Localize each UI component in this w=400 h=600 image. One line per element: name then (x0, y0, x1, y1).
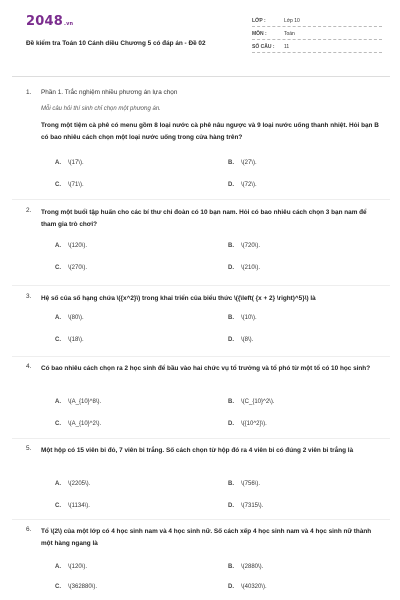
question-text: Trong một tiệm cà phê có menu gồm 8 loại nước cà phê nâu ngược và 9 loại nước uống thanh nhiệt. Hỏi bạn B có bao nhiêu cách chọn một loại nước uống trong cửa hàng trên? (41, 122, 379, 141)
option-d[interactable] (228, 182, 257, 188)
question-number: 2. (26, 207, 32, 214)
option-label: D. (228, 421, 234, 427)
question-text: Một hộp có 15 viên bi đỏ, 7 viên bi trắng. Số cách chọn từ hộp đó ra 4 viên bi có đúng 2 viên bi trắng là (41, 447, 354, 454)
option-label: D. (228, 503, 234, 509)
option-a[interactable] (55, 481, 90, 487)
option-d[interactable] (228, 265, 260, 271)
question-text: Có bao nhiêu cách chọn ra 2 học sinh để bầu vào hai chức vụ tổ trưởng và tổ phó từ một tổ có 10 học sinh? (41, 365, 371, 372)
option-a[interactable] (55, 243, 87, 249)
section-instruction: Mỗi câu hỏi thí sinh chỉ chọn một phương án. (41, 106, 161, 112)
question-1 (26, 120, 386, 190)
question-divider (12, 285, 390, 286)
option-value: \(71\). (68, 182, 84, 188)
document-meta (252, 16, 382, 55)
option-b[interactable] (228, 243, 260, 249)
option-d[interactable] (228, 337, 253, 343)
option-value: \(A_{10}^8\). (68, 399, 102, 405)
meta-row-count (252, 42, 382, 53)
option-b[interactable] (228, 481, 260, 487)
option-c[interactable] (55, 584, 97, 590)
option-label: C. (55, 182, 61, 188)
option-label: B. (228, 315, 234, 321)
option-label: C. (55, 503, 61, 509)
option-label: C. (55, 265, 61, 271)
option-d[interactable] (228, 503, 263, 509)
option-b[interactable] (228, 160, 257, 166)
question-text: Hệ số của số hạng chứa \({x^2}\) trong khai triển của biểu thức \({\left( {x + 2} \right)^5}\) là (41, 295, 316, 302)
question-5 (26, 445, 386, 515)
option-value: \(120\). (68, 243, 88, 249)
question-divider (12, 199, 390, 200)
option-label: A. (55, 481, 61, 487)
option-value: \(120\). (68, 564, 88, 570)
question-text: Tổ \(2\) của một lớp có 4 học sinh nam và 4 học sinh nữ. Số cách xếp 4 học sinh nam và 4 học sinh nữ thành một hàng ngang là (41, 528, 372, 547)
option-a[interactable] (55, 315, 84, 321)
option-a[interactable] (55, 564, 87, 570)
option-value: \(17\). (68, 160, 84, 166)
document-header (12, 6, 390, 68)
option-c[interactable] (55, 337, 84, 343)
option-label: A. (55, 160, 61, 166)
option-label: A. (55, 399, 61, 405)
question-6 (26, 526, 386, 596)
meta-row-class (252, 16, 382, 27)
option-value: \(27\). (241, 160, 257, 166)
option-value: \(40320\). (241, 584, 267, 590)
meta-value: Lớp 10 (284, 18, 300, 24)
logo-main-text: 2048 (26, 14, 63, 29)
meta-value: 11 (284, 44, 290, 50)
option-value: \({10^2}\). (241, 421, 267, 427)
option-value: \(720\). (241, 243, 261, 249)
option-label: B. (228, 160, 234, 166)
option-label: A. (55, 315, 61, 321)
question-number: 6. (26, 526, 32, 533)
meta-key: LỚP : (252, 18, 266, 24)
option-d[interactable] (228, 421, 267, 427)
option-label: C. (55, 584, 61, 590)
meta-row-subject (252, 29, 382, 40)
meta-key: MÔN : (252, 31, 267, 37)
option-label: D. (228, 584, 234, 590)
option-value: \(270\). (68, 265, 88, 271)
option-value: \(210\). (241, 265, 261, 271)
option-value: \(8\). (241, 337, 254, 343)
option-label: C. (55, 421, 61, 427)
option-value: \(362880\). (68, 584, 98, 590)
option-value: \(A_{10}^2\). (68, 421, 102, 427)
question-divider (12, 519, 390, 520)
option-value: \(10\). (241, 315, 257, 321)
option-a[interactable] (55, 160, 84, 166)
option-d[interactable] (228, 584, 267, 590)
question-2 (26, 207, 386, 277)
question-divider (12, 356, 390, 357)
section-title: Phần 1. Trắc nghiệm nhiều phương án lựa chọn (41, 89, 178, 96)
option-value: \(C_{10}^2\). (241, 399, 275, 405)
option-value: \(18\). (68, 337, 84, 343)
question-text: Trong một buổi tập huấn cho các bí thư chi đoàn có 10 bạn nam. Hỏi có bao nhiêu cách chọn 3 bạn nam để tham gia trò chơi? (41, 209, 367, 228)
question-divider (12, 438, 390, 439)
option-a[interactable] (55, 399, 101, 405)
site-logo[interactable] (26, 14, 73, 29)
option-c[interactable] (55, 503, 90, 509)
option-label: D. (228, 337, 234, 343)
option-label: D. (228, 265, 234, 271)
option-b[interactable] (228, 564, 263, 570)
option-value: \(1134\). (68, 503, 90, 509)
option-value: \(80\). (68, 315, 84, 321)
document-title: Đề kiểm tra Toán 10 Cánh diều Chương 5 có đáp án - Đề 02 (26, 40, 206, 47)
question-4 (26, 363, 386, 433)
option-c[interactable] (55, 182, 84, 188)
option-label: A. (55, 564, 61, 570)
option-value: \(756\). (241, 481, 261, 487)
question-3 (26, 293, 386, 353)
option-value: \(7315\). (241, 503, 264, 509)
logo-sub-text: .vn (63, 21, 74, 27)
option-c[interactable] (55, 421, 101, 427)
option-label: B. (228, 564, 234, 570)
option-label: B. (228, 243, 234, 249)
option-b[interactable] (228, 399, 275, 405)
header-divider (12, 76, 390, 77)
option-label: A. (55, 243, 61, 249)
question-number: 4. (26, 363, 32, 370)
option-value: \(2880\). (241, 564, 264, 570)
option-label: B. (228, 399, 234, 405)
option-label: D. (228, 182, 234, 188)
section-heading (26, 89, 177, 96)
option-value: \(2205\). (68, 481, 91, 487)
meta-key: SỐ CÂU : (252, 44, 275, 50)
document-page (12, 6, 390, 600)
meta-value: Toán (284, 31, 295, 37)
section-number: 1. (26, 89, 32, 96)
option-c[interactable] (55, 265, 87, 271)
option-label: C. (55, 337, 61, 343)
question-number: 5. (26, 445, 32, 452)
option-b[interactable] (228, 315, 257, 321)
option-value: \(72\). (241, 182, 257, 188)
question-number: 3. (26, 293, 32, 300)
option-label: B. (228, 481, 234, 487)
